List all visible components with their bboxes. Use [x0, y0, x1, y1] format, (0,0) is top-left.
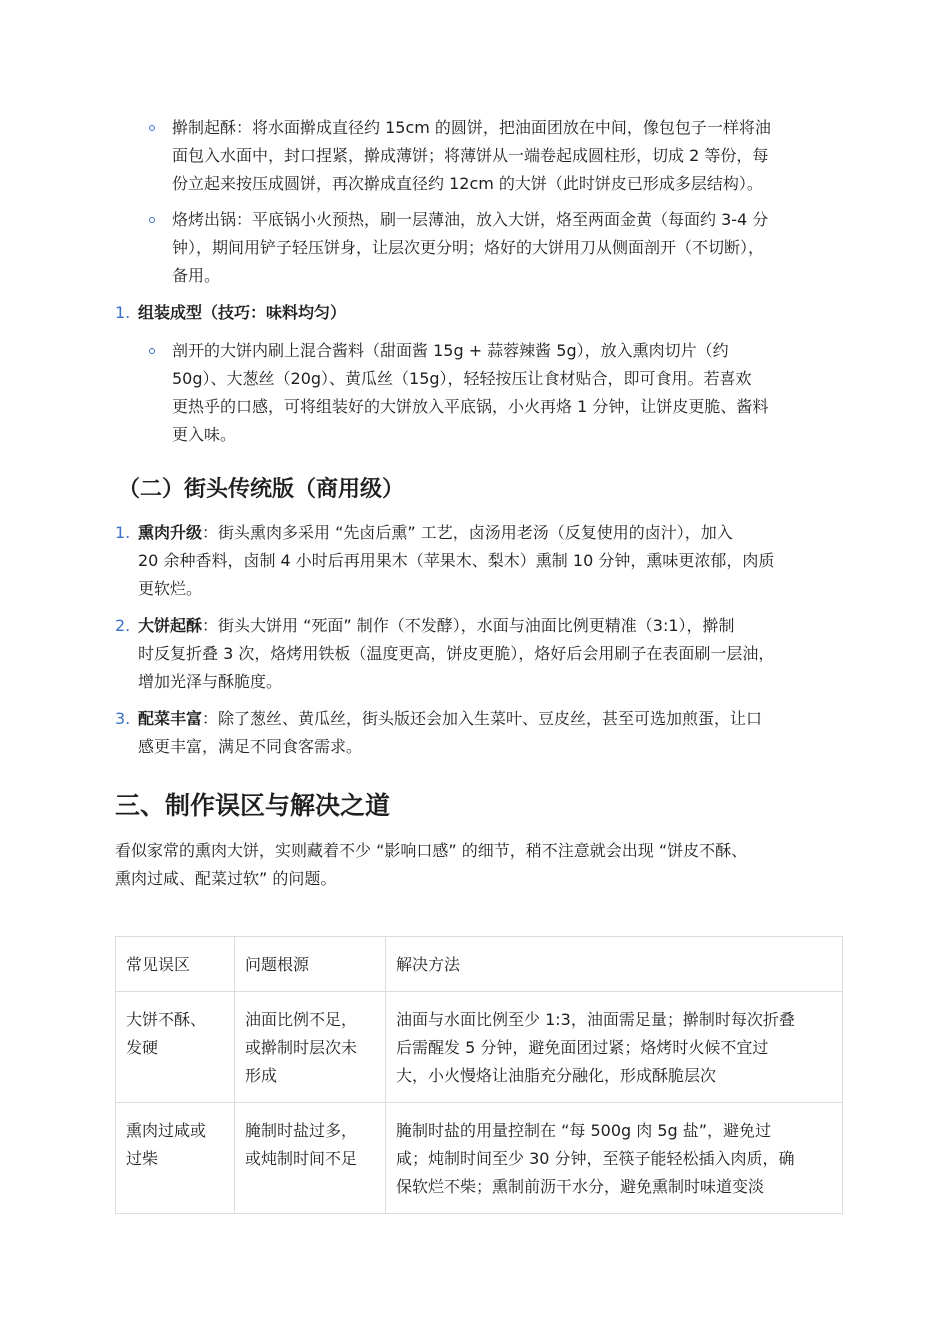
cell-line: 形成 [245, 1066, 278, 1085]
text-line: 份立起来按压成圆饼，再次擀成直径约 12cm 的大饼（此时饼皮已形成多层结构）。 [172, 174, 763, 193]
text-line: 20 余种香料，卤制 4 小时后再用果木（苹果木、梨木）熏制 10 分钟，熏味更浓郁，肉质 [138, 551, 775, 570]
cell-line: 或擀制时层次未 [245, 1038, 358, 1057]
sub-bullet-marker [149, 217, 155, 223]
step-baking-paragraph [172, 206, 768, 290]
cell-line: 腌制时盐过多， [245, 1121, 358, 1140]
cell-line: 熏肉过咸或 [126, 1121, 207, 1140]
text-line: 感更丰富，满足不同食客需求。 [138, 737, 363, 756]
text-line: 面包入水面中，封口捏紧，擀成薄饼；将薄饼从一端卷起成圆柱形，切成 2 等份，每 [172, 146, 769, 165]
cell-line: 大饼不酥、 [126, 1010, 207, 1029]
list-number: 3. [115, 709, 131, 728]
table-cell-mistake [116, 1103, 235, 1214]
text-line: 擀制起酥：将水面擀成直径约 15cm 的圆饼，把油面团放在中间，像包包子一样将油 [172, 118, 771, 137]
sub-bullet-marker [149, 348, 155, 354]
mistakes-table [115, 936, 843, 1214]
table-row [116, 1103, 843, 1214]
cell-line: 过柴 [126, 1149, 159, 1168]
assembly-paragraph [172, 337, 768, 449]
table-header-cell: 常见误区 [116, 937, 235, 992]
street-item-sides [138, 705, 762, 761]
text-line [138, 519, 774, 547]
item-text: ：街头大饼用 “死面” 制作（不发酵），水面与油面比例更精准（3:1），擀制 [202, 616, 735, 635]
text-line: 更软烂。 [138, 579, 203, 598]
table-cell-solution [386, 1103, 843, 1214]
text-line: 时反复折叠 3 次，烙烤用铁板（温度更高，饼皮更脆），烙好后会用刷子在表面刷一层油， [138, 644, 775, 663]
list-number: 2. [115, 616, 131, 635]
table-cell-cause [235, 992, 386, 1103]
cell-line: 发硬 [126, 1038, 159, 1057]
street-item-smoked-meat [138, 519, 774, 603]
street-section-heading: （二）街头传统版（商用级） [118, 477, 405, 502]
text-line: 剖开的大饼内刷上混合酱料（甜面酱 15g + 蒜蓉辣酱 5g），放入熏肉切片（约 [172, 341, 729, 360]
text-line [138, 612, 774, 640]
list-number: 1. [115, 523, 131, 542]
text-line: 烙烤出锅：平底锅小火预热，刷一层薄油，放入大饼，烙至两面金黄（每面约 3-4 分 [172, 210, 769, 229]
text-line: 更热乎的口感，可将组装好的大饼放入平底锅，小火再烙 1 分钟，让饼皮更脆、酱料 [172, 397, 769, 416]
table-cell-mistake [116, 992, 235, 1103]
street-item-flatbread [138, 612, 774, 696]
sub-bullet-marker [149, 125, 155, 131]
list-number: 1. [115, 303, 131, 322]
cell-line: 保软烂不柴；熏制前沥干水分，避免熏制时味道变淡 [396, 1177, 765, 1196]
item-text: ：除了葱丝、黄瓜丝，街头版还会加入生菜叶、豆皮丝，甚至可选加煎蛋，让口 [202, 709, 763, 728]
item-term: 熏肉升级 [138, 523, 203, 542]
text-line: 钟），期间用铲子轻压饼身，让层次更分明；烙好的大饼用刀从侧面剖开（不切断）， [172, 238, 765, 257]
text-line: 增加光泽与酥脆度。 [138, 672, 283, 691]
table-header-row [116, 937, 843, 992]
cell-line: 后需醒发 5 分钟，避免面团过紧；烙烤时火候不宜过 [396, 1038, 769, 1057]
text-line: 熏肉过咸、配菜过软” 的问题。 [115, 869, 337, 888]
cell-line: 或炖制时间不足 [245, 1149, 358, 1168]
mistakes-intro-paragraph [115, 837, 747, 893]
table-header-cell: 问题根源 [235, 937, 386, 992]
table-header-cell: 解决方法 [386, 937, 843, 992]
cell-line: 腌制时盐的用量控制在 “每 500g 肉 5g 盐”，避免过 [396, 1121, 772, 1140]
text-line: 看似家常的熏肉大饼，实则藏着不少 “影响口感” 的细节，稍不注意就会出现 “饼皮不酥、 [115, 841, 748, 860]
step-rolling-paragraph [172, 114, 771, 198]
item-text: ：街头熏肉多采用 “先卤后熏” 工艺，卤汤用老汤（反复使用的卤汁），加入 [202, 523, 733, 542]
cell-line: 油面比例不足， [245, 1010, 358, 1029]
table-cell-cause [235, 1103, 386, 1214]
cell-line: 油面与水面比例至少 1:3，油面需足量；擀制时每次折叠 [396, 1010, 795, 1029]
table-cell-solution [386, 992, 843, 1103]
cell-line: 大，小火慢烙让油脂充分融化，形成酥脆层次 [396, 1066, 717, 1085]
text-line: 备用。 [172, 266, 221, 285]
table-row [116, 992, 843, 1103]
text-line: 更入味。 [172, 425, 237, 444]
text-line [138, 705, 762, 733]
assembly-title: 组装成型（技巧：味料均匀） [138, 303, 347, 322]
assembly-heading [138, 299, 346, 327]
cell-line: 咸；炖制时间至少 30 分钟，至筷子能轻松插入肉质，确 [396, 1149, 795, 1168]
text-line: 50g）、大葱丝（20g）、黄瓜丝（15g），轻轻按压让食材贴合，即可食用。若喜欢 [172, 369, 752, 388]
item-term: 大饼起酥 [138, 616, 203, 635]
mistakes-section-heading: 三、制作误区与解决之道 [115, 791, 391, 820]
item-term: 配菜丰富 [138, 709, 203, 728]
